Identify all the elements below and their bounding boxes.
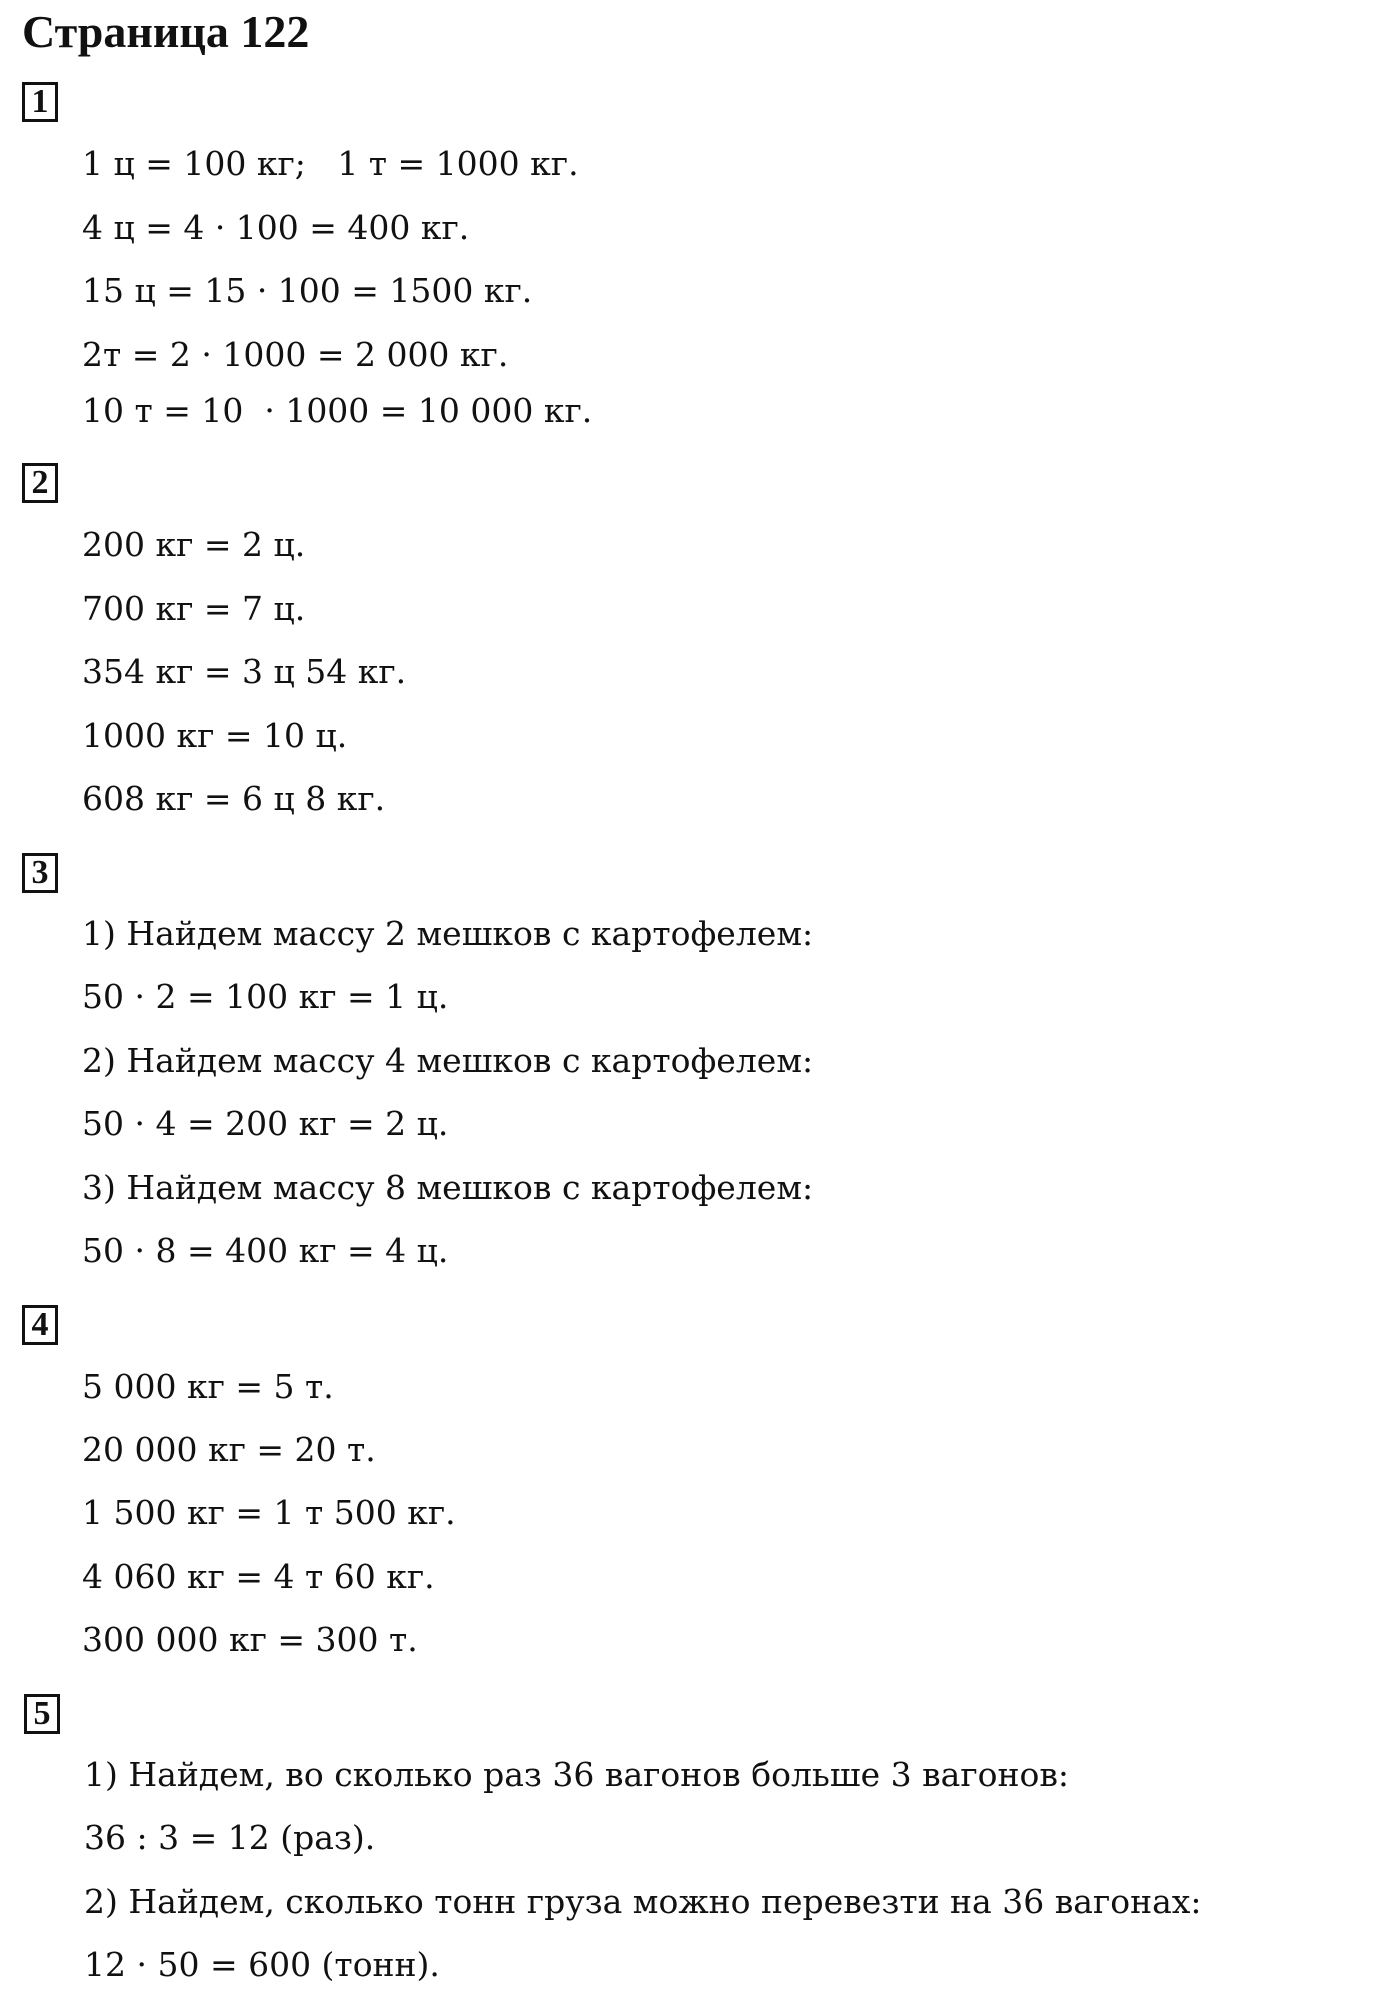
task-2-line: 354 кг = 3 ц 54 кг. <box>82 652 407 691</box>
task-1-line: 4 ц = 4 · 100 = 400 кг. <box>82 208 470 247</box>
task-number-badge: 3 <box>22 853 58 893</box>
task-5-line: 36 : 3 = 12 (раз). <box>84 1818 376 1857</box>
task-2-line: 700 кг = 7 ц. <box>82 589 306 628</box>
task-4-line: 20 000 кг = 20 т. <box>82 1430 376 1469</box>
task-2-line: 200 кг = 2 ц. <box>82 525 306 564</box>
task-4-line: 5 000 кг = 5 т. <box>82 1367 334 1406</box>
task-3-line: 1) Найдем массу 2 мешков с картофелем: <box>82 914 814 953</box>
task-3-line: 50 · 8 = 400 кг = 4 ц. <box>82 1231 449 1270</box>
task-2-line: 1000 кг = 10 ц. <box>82 716 348 755</box>
task-1-line: 10 т = 10 · 1000 = 10 000 кг. <box>82 391 593 430</box>
task-3-line: 2) Найдем массу 4 мешков с картофелем: <box>82 1041 814 1080</box>
task-4-line: 1 500 кг = 1 т 500 кг. <box>82 1493 456 1532</box>
task-3-line: 50 · 2 = 100 кг = 1 ц. <box>82 977 449 1016</box>
task-4-line: 300 000 кг = 300 т. <box>82 1620 418 1659</box>
task-3-line: 50 · 4 = 200 кг = 2 ц. <box>82 1104 449 1143</box>
task-1-line: 1 ц = 100 кг; 1 т = 1000 кг. <box>82 144 579 183</box>
task-3-line: 3) Найдем массу 8 мешков с картофелем: <box>82 1168 814 1207</box>
task-5-line: 1) Найдем, во сколько раз 36 вагонов больше 3 вагонов: <box>84 1755 1070 1794</box>
page-title: Страница 122 <box>22 6 310 57</box>
task-number-badge: 4 <box>22 1305 58 1345</box>
task-4-line: 4 060 кг = 4 т 60 кг. <box>82 1557 435 1596</box>
task-1-line: 2т = 2 · 1000 = 2 000 кг. <box>82 335 509 374</box>
task-number-badge: 1 <box>22 82 58 122</box>
task-2-line: 608 кг = 6 ц 8 кг. <box>82 779 386 818</box>
task-5-line: 2) Найдем, сколько тонн груза можно перевезти на 36 вагонах: <box>84 1882 1202 1921</box>
task-number-badge: 2 <box>22 463 58 503</box>
task-5-line: 12 · 50 = 600 (тонн). <box>84 1945 440 1984</box>
task-1-line: 15 ц = 15 · 100 = 1500 кг. <box>82 271 533 310</box>
task-number-badge: 5 <box>24 1694 60 1734</box>
